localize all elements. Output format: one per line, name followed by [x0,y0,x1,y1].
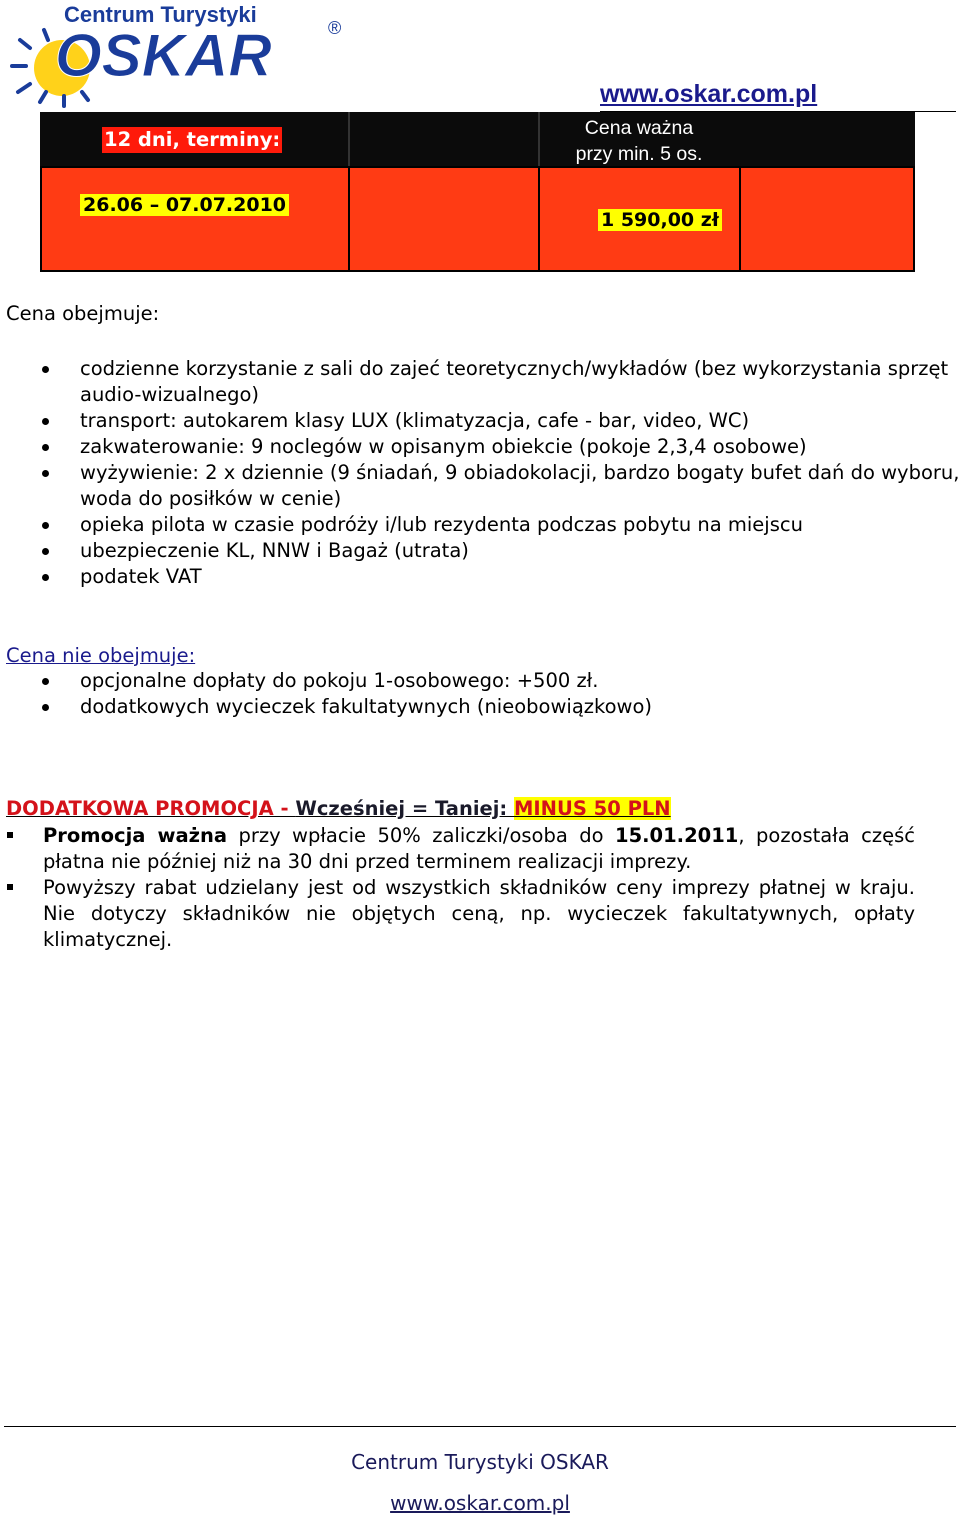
price-valid-line2: przy min. 5 os. [575,143,703,165]
list-item: codzienne korzystanie z sali do zajeć teoretycznych/wykładów (bez wykorzystania sprzęt audio-wizualnego) [0,356,960,408]
bullet-icon [42,470,49,477]
logo-top-text: Centrum Turystyki [64,2,257,27]
list-item: opcjonalne dopłaty do pokoju 1-osobowego: +500 zł. [0,668,960,694]
list-item: transport: autokarem klasy LUX (klimatyzacja, cafe - bar, video, WC) [0,408,960,434]
bullet-icon [42,548,49,555]
bullet-icon [42,704,49,711]
table-cell-dates [40,166,350,272]
dates-text: 26.06 – 07.07.2010 [80,194,289,216]
promo-heading-dark: Wcześniej = Taniej: [295,797,515,820]
price-valid-line1: Cena ważna [584,117,694,139]
table-cell-empty [348,166,540,272]
promo-list [0,823,915,953]
header-url-link[interactable]: www.oskar.com.pl [600,80,818,108]
registered-mark: ® [328,18,342,38]
bullet-icon [42,678,49,685]
footer-company-name: Centrum Turystyki OSKAR [351,1450,609,1474]
oskar-logo [0,0,350,112]
bullet-icon [42,574,49,581]
logo-main-text: OSKAR [55,22,272,89]
square-bullet-icon [7,832,13,838]
dates-value [80,192,289,218]
price-valid-label [539,115,739,167]
days-label: 12 dni, terminy: [104,128,281,151]
list-item: wyżywienie: 2 x dziennie (9 śniadań, 9 obiadokolacji, bardzo bogaty bufet dań do wyboru, woda do posiłków w cenie) [0,460,960,512]
not-included-list [0,668,960,720]
bullet-icon [42,366,49,373]
not-included-heading: Cena nie obejmuje: [6,644,196,667]
promo-heading [6,796,671,822]
table-header-cell-mid [348,112,538,166]
list-item: zakwaterowanie: 9 noclegów w opisanym obiekcie (pokoje 2,3,4 osobowe) [0,434,960,460]
price-value [598,207,722,233]
table-cell-extra [739,166,915,272]
included-list [0,356,960,590]
price-text: 1 590,00 zł [598,209,722,231]
promo-heading-red: DODATKOWA PROMOCJA - [6,797,296,820]
footer-divider [4,1426,956,1427]
bullet-icon [42,444,49,451]
bullet-icon [42,522,49,529]
list-item: dodatkowych wycieczek fakultatywnych (nieobowiązkowo) [0,694,960,720]
list-item: opieka pilota w czasie podróży i/lub rezydenta podczas pobytu na miejscu [0,512,960,538]
list-item: Promocja ważna przy wpłacie 50% zaliczki/osoba do 15.01.2011, pozostała część płatna nie później niż na 30 dni przed terminem realizacji imprezy. [0,823,915,875]
promo-minus-badge: MINUS 50 PLN [514,797,671,820]
list-item: ubezpieczenie KL, NNW i Bagaż (utrata) [0,538,960,564]
list-item: Powyższy rabat udzielany jest od wszystkich składników ceny imprezy płatnej w kraju. Nie dotyczy składników nie objętych ceną, np. wycieczek fakultatywnych, opłaty klimatycznej. [0,875,915,953]
square-bullet-icon [7,884,13,890]
list-item: podatek VAT [0,564,960,590]
footer-url-link[interactable]: www.oskar.com.pl [390,1491,570,1515]
included-heading: Cena obejmuje: [6,302,160,325]
bullet-icon [42,418,49,425]
